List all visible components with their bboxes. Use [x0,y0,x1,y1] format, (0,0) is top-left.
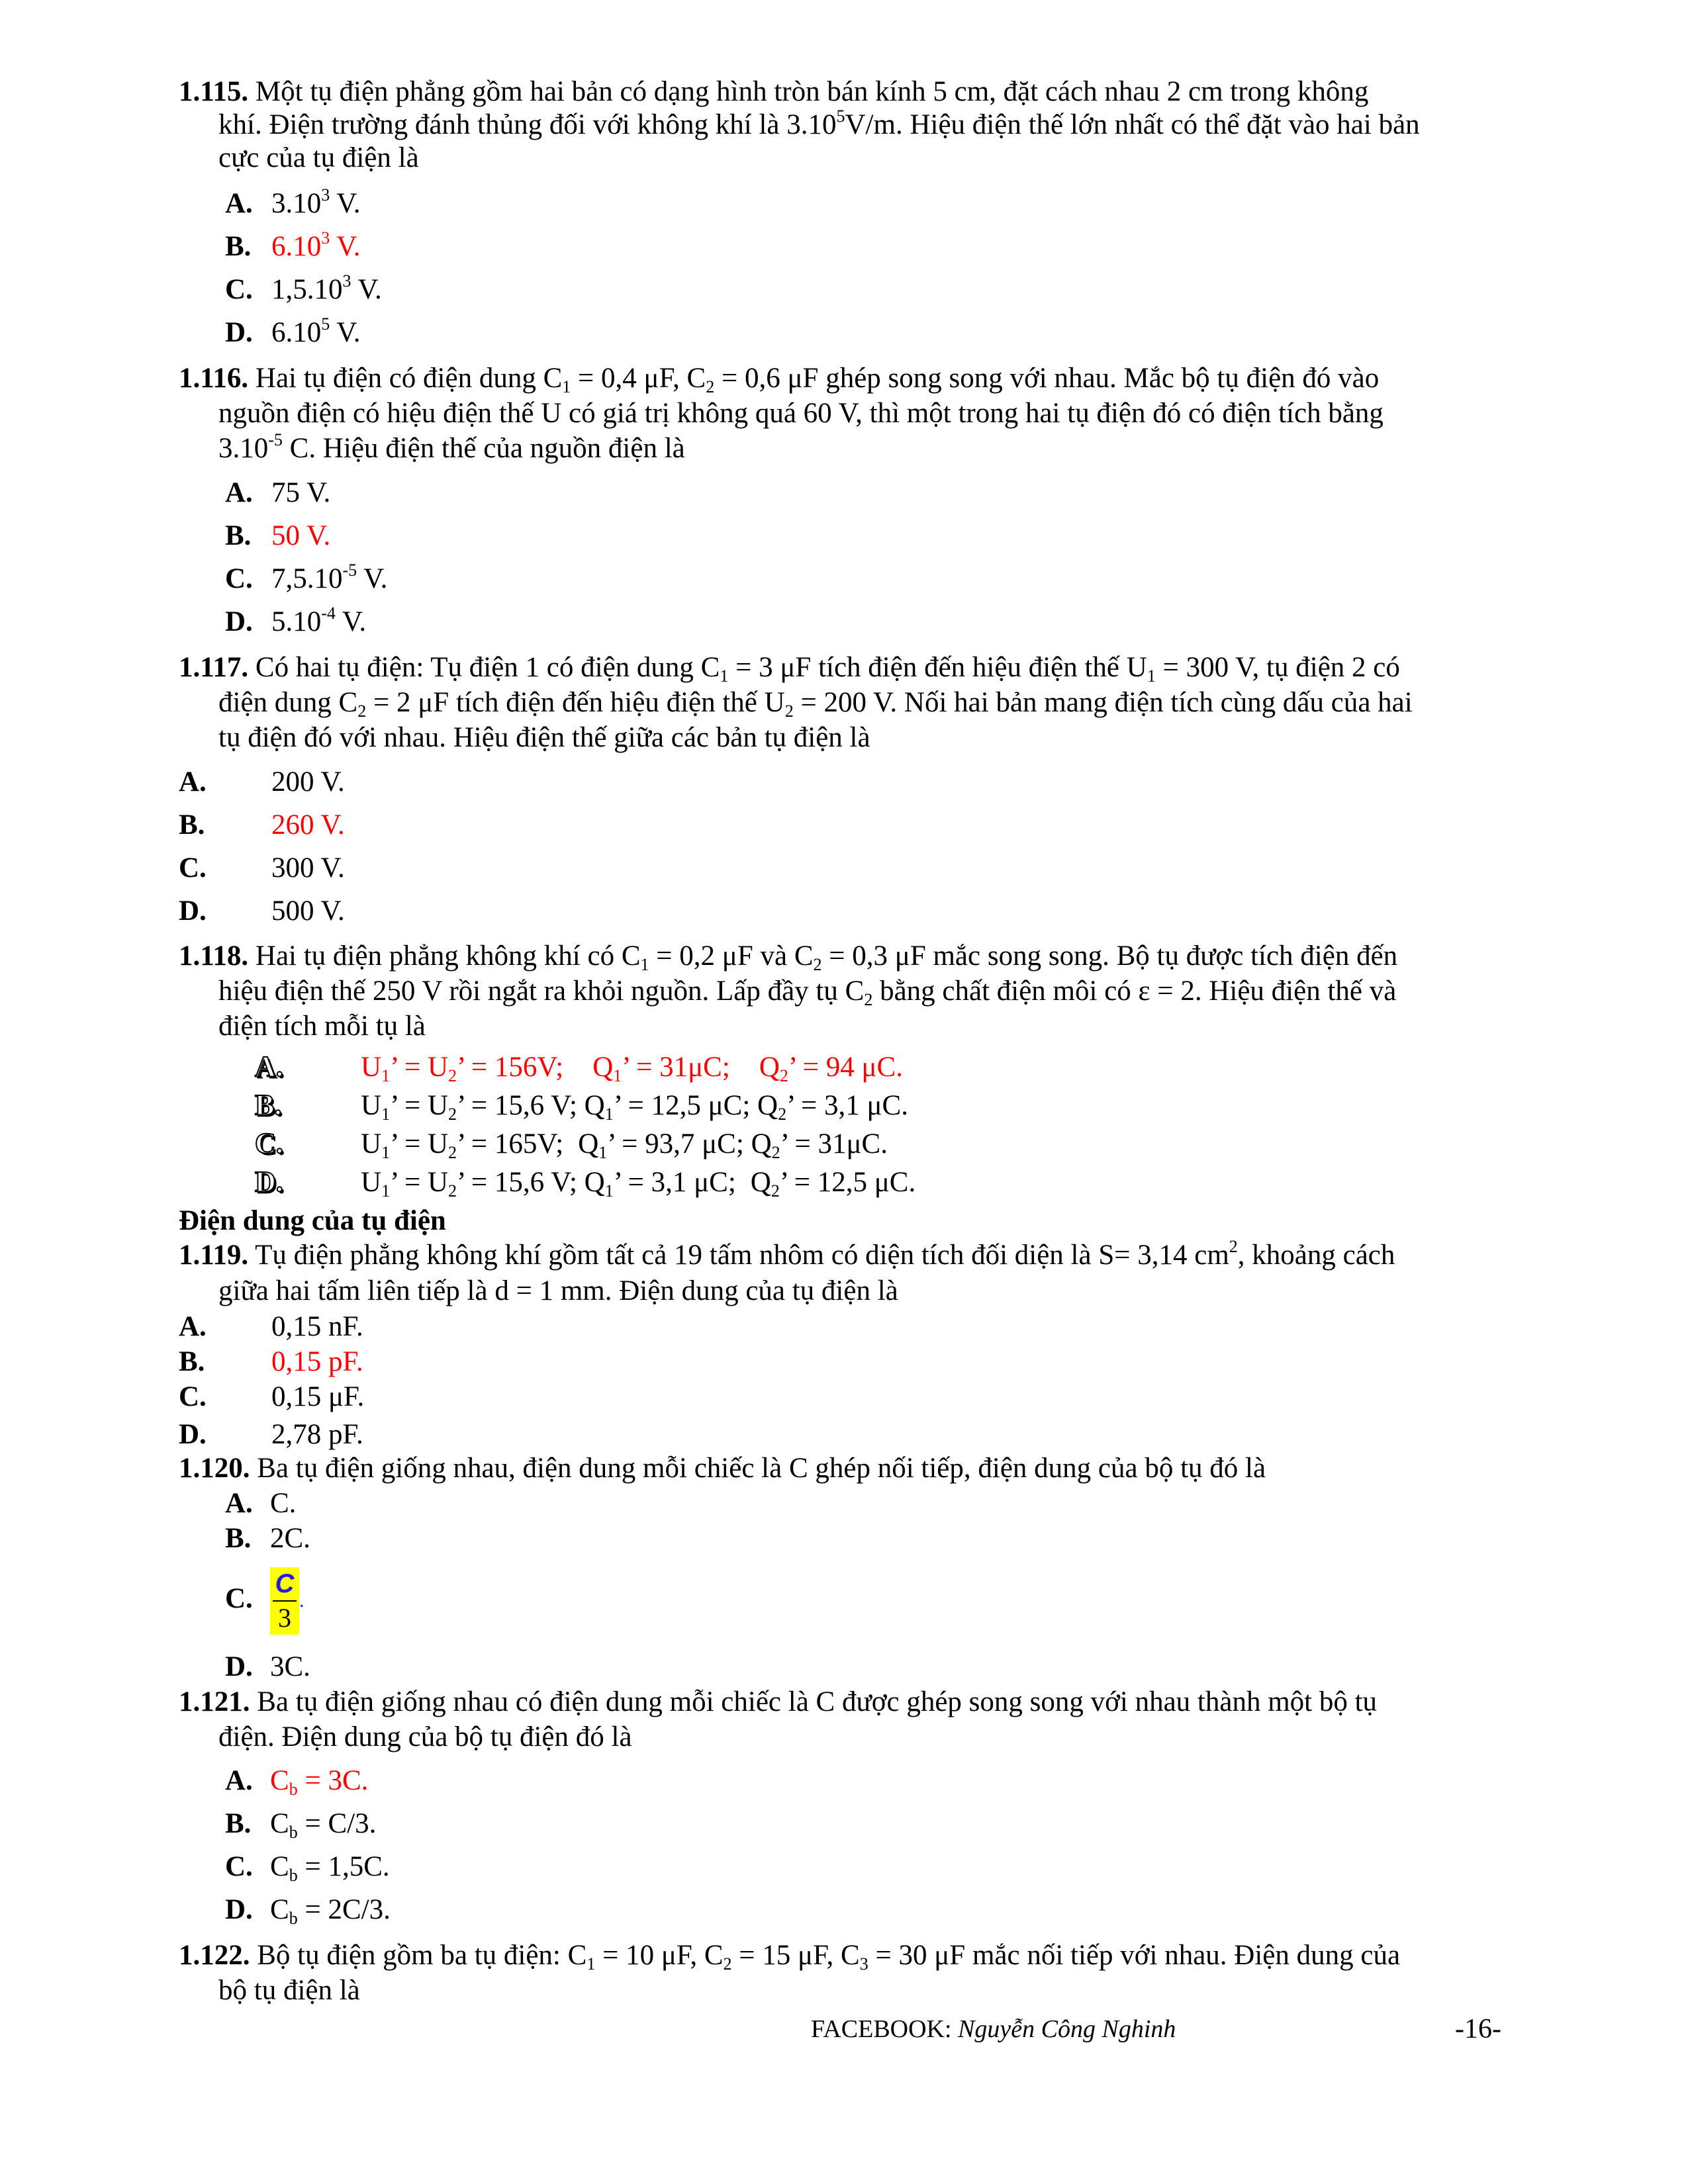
option-1-115-b: B. 6.10$^3$ V. [225,228,361,262]
option-1-117-b: B. 260 V. [179,809,345,841]
question-1-117-line3: tụ điện đó với nhau. Hiệu điện thế giữa các bản tụ điện là [218,722,870,753]
fraction-c-over-3: $\frac{C}{3}$ [270,1567,299,1635]
option-1-118-a: A. $U_1$’ = $U_2$’ = 156V; $Q_1$’ = 31μC; $Q_2$’ = 94 μC. [255,1050,903,1085]
question-1-120-line1: 1.120. Ba tụ điện giống nhau, điện dung mỗi chiếc là C ghép nối tiếp, điện dung của bộ tụ đó là [179,1453,1266,1484]
option-1-116-d: D. $5.10^{-4}$ V. [225,604,367,637]
option-1-121-c: C. $C_b = 1,5C$. [225,1851,390,1885]
question-1-115-line1: 1.115. Một tụ điện phẳng gồm hai bản có dạng hình tròn bán kính 5 cm, đặt cách nhau 2 cm trong không [179,76,1369,107]
question-1-121-line1: 1.121. Ba tụ điện giống nhau có điện dung mỗi chiếc là C được ghép song song với nhau thành một bộ tụ [179,1686,1378,1717]
question-1-118-line3: điện tích mỗi tụ là [218,1011,426,1042]
page-number: -16- [1455,2014,1501,2044]
question-1-119-line1: 1.119. Tụ điện phẳng không khí gồm tất cả 19 tấm nhôm có diện tích đối diện là S= 3,14 $cm^2$, khoảng cách [179,1237,1395,1271]
option-1-120-c: C. $\frac{C}{3}$ . [225,1559,305,1641]
option-1-120-d: D. 3C. [225,1651,310,1682]
section-heading: Điện dung của tụ điện [179,1205,446,1236]
option-1-119-b: B. 0,15 pF. [179,1346,363,1377]
option-1-121-b: B. $C_b = C/3$. [225,1808,377,1842]
option-1-119-a: A. 0,15 nF. [179,1311,363,1342]
question-1-117-line2: điện dung $C_2 = 2$ μF tích điện đến hiệu điện thế $U_2 = 200$ V. Nối hai bản mang điện tích cùng dấu của hai [218,687,1413,721]
option-1-116-b: B. 50 V. [225,520,331,551]
option-1-121-a: A. $C_b = 3C$. [225,1765,369,1799]
option-1-117-a: A. 200 V. [179,766,345,797]
option-1-118-c: C. $U_1$’ = $U_2$’ = 165V; $Q_1$’ = 93,7 μC; $Q_2$’ = 31μC. [255,1127,888,1162]
question-1-117-line1: 1.117. Có hai tụ điện: Tụ điện 1 có điện dung $C_1 = 3$ μF tích điện đến hiệu điện thế $U_1 = 300$ V, tụ điện 2 có [179,652,1400,686]
footer-facebook: FACEBOOK: Nguyễn Công Nghinh [811,2015,1176,2043]
option-1-120-b: B. 2C. [225,1523,310,1554]
option-1-115-d: D. 6.10$^5$ V. [225,314,361,348]
option-1-116-a: A. 75 V. [225,477,331,508]
question-1-121-line2: điện. Điện dung của bộ tụ điện đó là [218,1721,632,1752]
option-1-118-b: B. $U_1$’ = $U_2$’ = 15,6 V; $Q_1$’ = 12,5 μC; $Q_2$’ = 3,1 μC. [255,1089,908,1124]
question-1-118-line2: hiệu điện thế 250 V rồi ngắt ra khỏi nguồn. Lấp đầy tụ $C_2$ bằng chất điện môi có ε = 2. Hiệu điện thế và [218,976,1397,1009]
option-1-121-d: D. $C_b = 2C/3$. [225,1894,391,1928]
question-1-116-line1: 1.116. Hai tụ điện có điện dung $C_1 = 0,4$ μF, $C_2 = 0,6$ μF ghép song song với nhau. Mắc bộ tụ điện đó vào [179,363,1380,396]
question-1-119-line2: giữa hai tấm liên tiếp là d = 1 mm. Điện dung của tụ điện là [218,1275,898,1306]
question-1-122-line1: 1.122. Bộ tụ điện gồm ba tụ điện: $C_1 = 10$ μF, $C_2 = 15$ μF, $C_3 = 30$ μF mắc nối tiếp với nhau. Điện dung của [179,1940,1401,1974]
option-1-117-d: D. 500 V. [179,895,345,927]
option-1-116-c: C. $7,5.10^{-5}$ V. [225,561,388,594]
option-1-118-d: D. $U_1$’ = $U_2$’ = 15,6 V; $Q_1$’ = 3,1 μC; $Q_2$’ = 12,5 μC. [255,1165,916,1201]
question-1-118-line1: 1.118. Hai tụ điện phẳng không khí có $C_1 = 0,2$ μF và $C_2 = 0,3$ μF mắc song song. Bộ tụ được tích điện đến [179,940,1398,974]
option-1-115-a: A. 3.10$^3$ V. [225,185,361,219]
option-1-119-d: D. 2,78 pF. [179,1419,363,1450]
option-1-119-c: C. 0,15 μF. [179,1381,365,1412]
question-1-122-line2: bộ tụ điện là [218,1975,360,2006]
option-1-115-c: C. 1,5.10$^3$ V. [225,271,382,305]
question-1-116-line2: nguồn điện có hiệu điện thế U có giá trị không quá 60 V, thì một trong hai tụ điện đó có điện tích bằng [218,398,1383,429]
question-1-115-line3: cực của tụ điện là [218,142,419,173]
question-1-115-line2: khí. Điện trường đánh thủng đối với không khí là 3.10$^5$V/m. Hiệu điện thế lớn nhất có thể đặt vào hai bản [218,107,1420,140]
option-1-117-c: C. 300 V. [179,852,345,884]
option-1-120-a: A. C. [225,1488,297,1519]
question-1-116-line3: $3.10^{-5}$ C. Hiệu điện thế của nguồn điện là [218,430,685,464]
